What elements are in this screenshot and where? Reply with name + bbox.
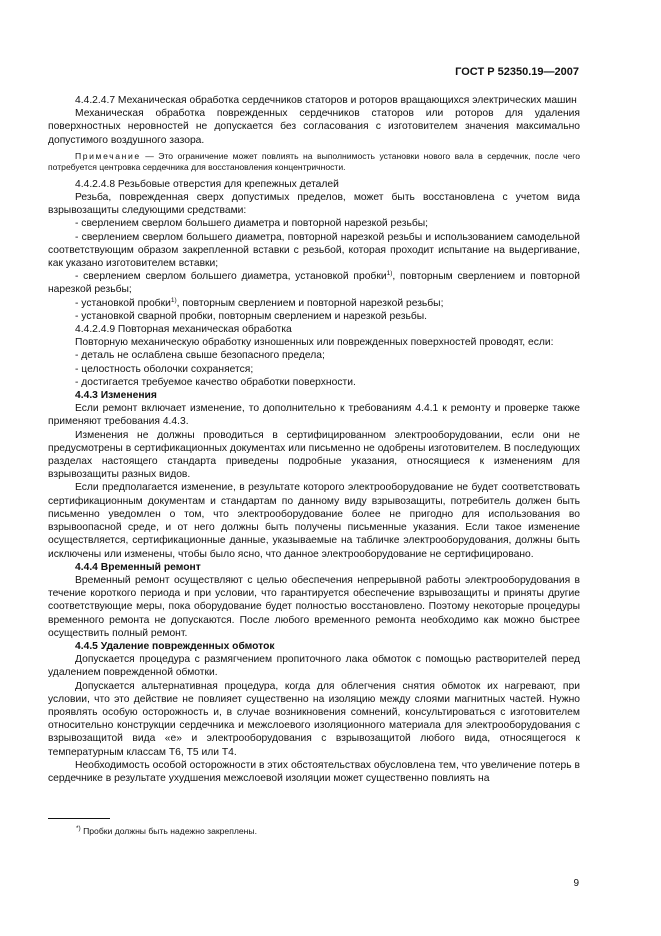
footnote-mark: *) [76, 825, 81, 832]
page-number: 9 [573, 878, 579, 889]
paragraph: Резьба, поврежденная сверх допустимых пределов, может быть восстановлена с учетом вида взрывозащиты следующими средствами: [48, 192, 580, 217]
footnote-text: Пробки должны быть надежно закреплены. [80, 826, 257, 836]
note-label: Примечание [75, 150, 141, 161]
section-4-4-5-heading: 4.4.5 Удаление поврежденных обмоток [75, 640, 275, 652]
list-item: - достигается требуемое качество обработки поверхности. [75, 376, 356, 388]
paragraph: Изменения не должны проводиться в сертифицированном электрооборудовании, если они не предусмотрены в сертификационных документах или письменно не одобрены изготовителем. В последующих разделах настоящего стандарта приведены подробные указания, относящиеся к изменениям для взрывозащиты разных видов. [48, 429, 580, 481]
paragraph: Допускается процедура с размягчением пропиточного лака обмоток с помощью растворителей перед удалением поврежденной обмотки. [48, 654, 580, 679]
note-text: — Это ограничение может повлиять на выполнимость установки нового вала в сердечник, после чего потребуется центровка сердечника для восстановления концентричности. [48, 150, 580, 172]
footnote-divider [48, 818, 110, 819]
note [48, 151, 580, 173]
list-item: - деталь не ослаблена свыше безопасного предела; [75, 350, 325, 362]
clause-4-4-2-4-8-heading: 4.4.2.4.8 Резьбовые отверстия для крепежных деталей [75, 178, 339, 190]
list-item-text: - сверлением сверлом большего диаметра, установкой пробки [75, 271, 387, 283]
document-body [48, 94, 580, 785]
list-item-text: , повторным сверлением и повторной нарезкой резьбы; [176, 297, 444, 309]
section-4-4-4-heading: 4.4.4 Временный ремонт [75, 561, 201, 573]
list-item: - установкой сварной пробки, повторным сверлением и нарезкой резьбы. [75, 310, 428, 322]
paragraph: Механическая обработка поврежденных сердечников статоров или роторов для удаления поверхностных неровностей не допускается без согласования с изготовителем значения максимально допустимого воздушного зазора. [48, 108, 580, 146]
list-item [48, 270, 580, 296]
list-item: - целостность оболочки сохраняется; [75, 363, 254, 375]
list-item-text: , повторным сверлением и повторной нарезкой резьбы; [48, 271, 580, 296]
footnote-ref: 1) [386, 270, 393, 278]
list-item-text: - установкой пробки [75, 297, 171, 309]
standard-header: ГОСТ Р 52350.19—2007 [455, 66, 579, 78]
footnote [76, 826, 257, 836]
paragraph: Повторную механическую обработку изношенных или поврежденных поверхностей проводят, если: [75, 337, 554, 349]
section-4-4-3-heading: 4.4.3 Изменения [75, 390, 157, 402]
footnote-ref: 1) [170, 296, 177, 304]
paragraph: Временный ремонт осуществляют с целью обеспечения непрерывной работы электрооборудования в течение короткого периода и при условии, что гарантируется обеспечение взрывозащиты и приняты другие соответствующие меры, пока оборудование будет полностью восстановлено. Поэтому некоторые процедуры временного ремонта не допускаются. После любого временного ремонта необходимо как можно быстрее осуществить полный ремонт. [48, 574, 580, 639]
paragraph: Если предполагается изменение, в результате которого электрооборудование не будет соответствовать сертификационным документам и стандартам по данному виду взрывозащиты, потребитель должен быть письменно уведомлен о том, что электрооборудование более не пригодно для использования во взрывоопасной среде, и от него должны быть получены письменные указания. Если такое изменение осуществляется, сертификационные данные, указываемые на табличке электрооборудования, должны быть исключены или изменены, чтобы было ясно, что данное электрооборудование не сертифицировано. [48, 482, 580, 560]
clause-4-4-2-4-9-heading: 4.4.2.4.9 Повторная механическая обработка [75, 324, 292, 336]
list-item: - сверлением сверлом большего диаметра и повторной нарезкой резьбы; [75, 218, 429, 230]
clause-4-4-2-4-7-heading: 4.4.2.4.7 Механическая обработка сердечников статоров и роторов вращающихся электрических машин [75, 95, 577, 106]
paragraph: Допускается альтернативная процедура, когда для облегчения снятия обмоток их нагревают, при условии, что это действие не повлияет существенно на изоляцию между слоями магнитных частей. Нужно проявлять особую осторожность и, в случае возникновения сомнений, консультироваться с изготовителем относительно конструкции сердечника и межслоевого изоляционного материала для электрооборудования с взрывозащитой вида «е» и электрооборудования с взрывозащитой любого вида, относящегося к температурным классам Т6, Т5 или Т4. [48, 680, 580, 758]
paragraph: Если ремонт включает изменение, то дополнительно к требованиям 4.4.1 к ремонту и проверке также применяют требования 4.4.3. [48, 403, 580, 428]
list-item: - сверлением сверлом большего диаметра, повторной нарезкой резьбы и использованием самодельной соответствующим образом закрепленной вставки с резьбой, которая проходит испытание на выдергивание, как указано изготовителем вставки; [48, 231, 580, 270]
paragraph: Необходимость особой осторожности в этих обстоятельствах обусловлена тем, что увеличение потерь в сердечнике в результате ухудшения межслоевой изоляции может существенно повлиять на [48, 759, 580, 784]
list-item [48, 297, 580, 310]
